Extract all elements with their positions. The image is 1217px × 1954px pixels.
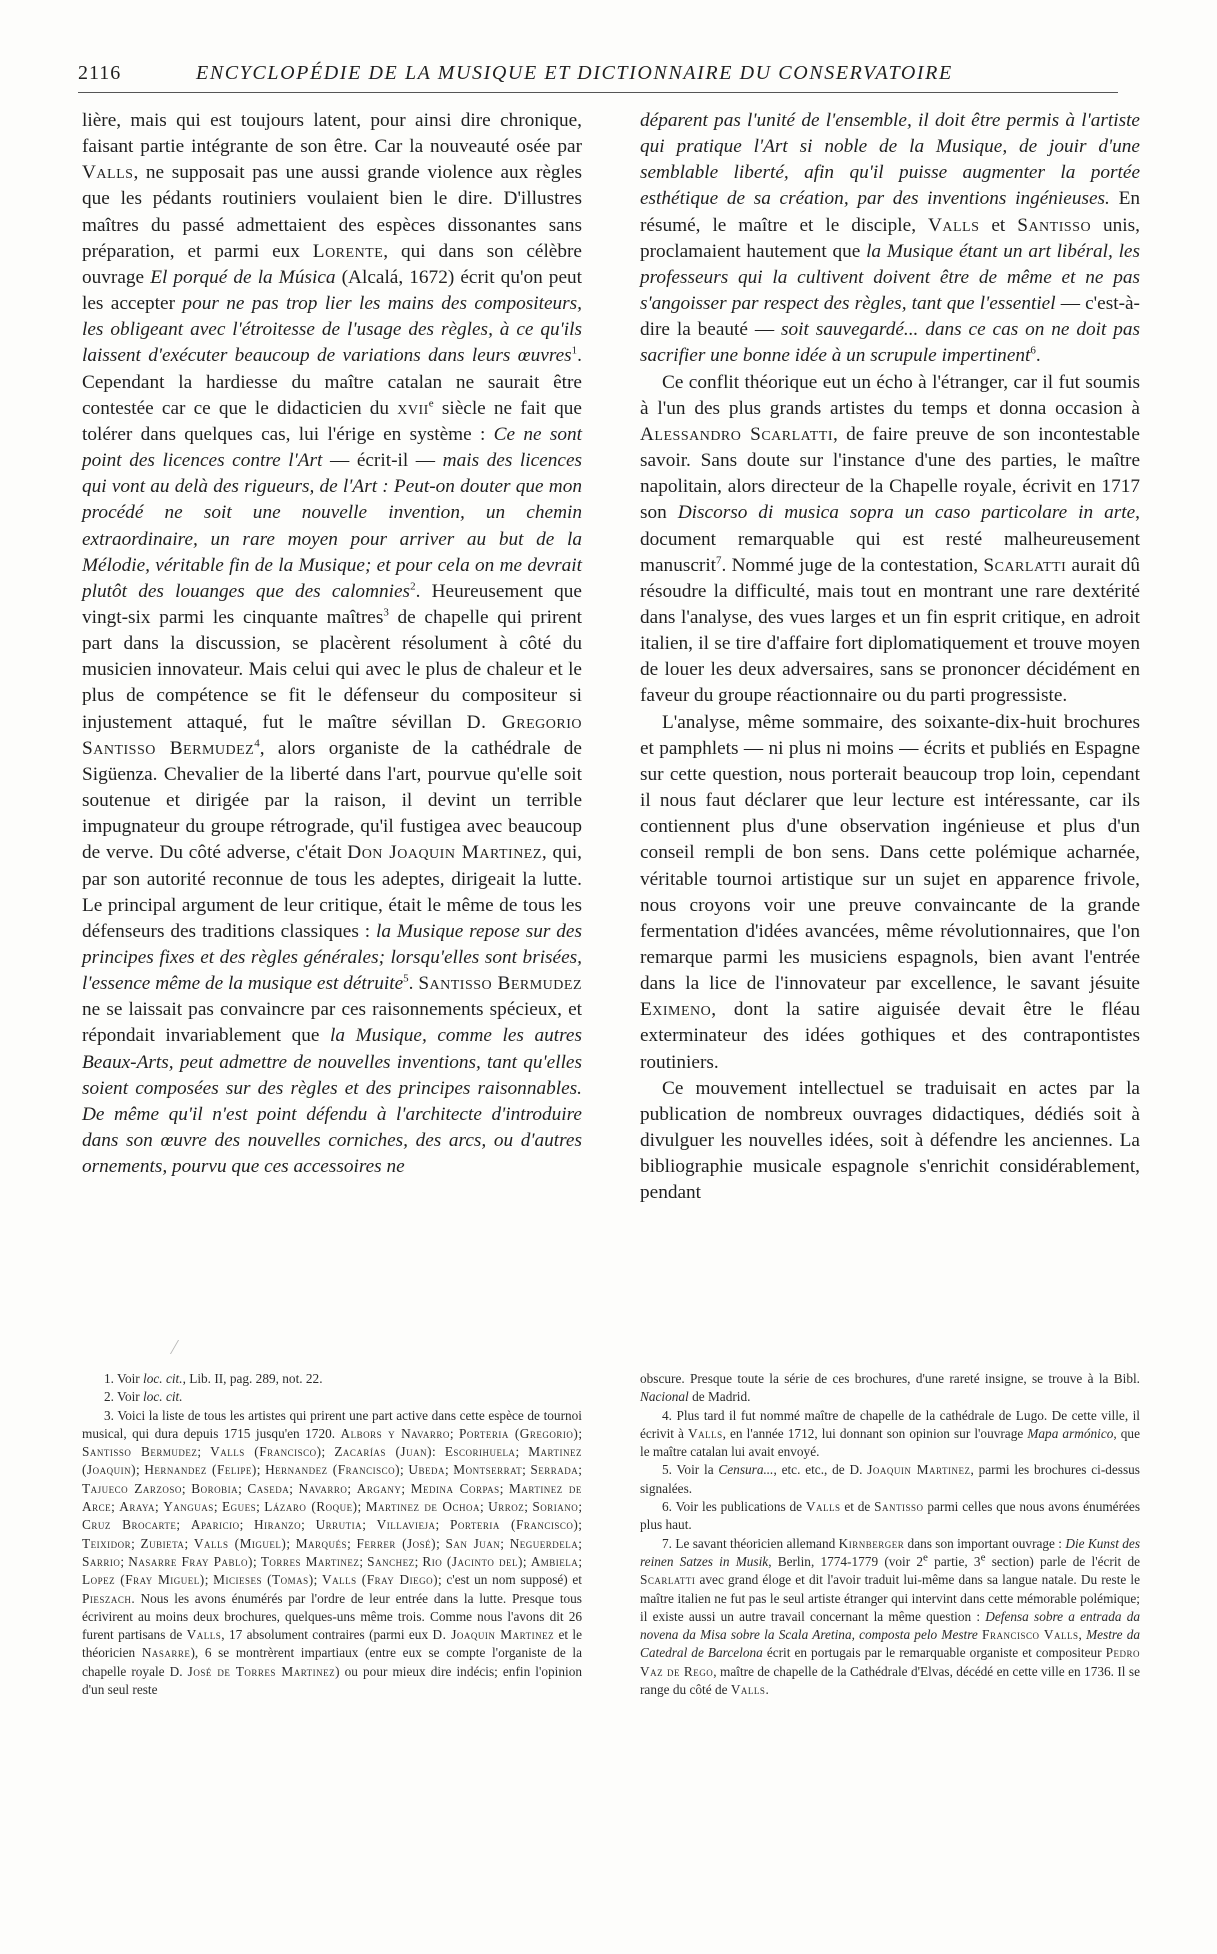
footnote-2: 2. Voir loc. cit. [104,1389,183,1405]
footnotes-left [82,1370,582,1699]
footnote-6: 6. Voir les publications de Valls et de Santisso parmi celles que nous avons énumérées plus haut. [640,1499,1140,1533]
running-header [78,62,1118,88]
footnote-3-continued: obscure. Presque toute la série de ces brochures, d'une rareté insigne, se trouve à la Bibl. Nacional de Madrid. [640,1371,1140,1405]
left-column [82,108,582,1180]
separator-mark [170,1340,187,1354]
footnote-3: 3. Voici la liste de tous les artistes qui prirent une part active dans cette espèce de tournoi musical, qui dura depuis 1715 jusqu'en 1720. Albors y Navarro; Porteria (Gregorio); Santisso Bermudez; Valls (Francisco); Zacarías (Juan): Escorihuela; Martinez (Joaquin); Hernandez (Felipe); Hernandez (Francisco); Ubeda; Montserrat; Serrada; Tajueco Zarzoso; Borobia; Caseda; Navarro; Argany; Medina Corpas; Martinez de Arce; Araya; Yanguas; Egues; Lázaro (Roque); Martinez de Ochoa; Urroz; Soriano; Cruz Brocarte; Aparicio; Hiranzo; Urrutia; Villavieja; Porteria (Francisco); Teixidor; Zubieta; Valls (Miguel); Marqués; Ferrer (José); San Juan; Neguerdela; Sarrio; Nasarre Fray Pablo); Torres Martinez; Sanchez; Rio (Jacinto del); Ambiela; Lopez (Fray Miguel); Micieses (Tomas); Valls (Fray Diego); c'est un nom supposé) et Pieszach. Nous les avons énumérés par l'ordre de leur entrée dans la lutte. Presque tous écrivirent au moins deux brochures, quelques-uns même trois. Comme nous l'avons dit 26 furent partisans de Valls, 17 absolument contraires (parmi eux D. Joaquin Martinez et le théoricien Nasarre), 6 se montrèrent impartiaux (entre eux se compte l'organiste de la chapelle royale D. José de Torres Martinez) ou pour mieux dire indécis; enfin l'opinion d'un seul reste [82,1407,583,1698]
right-column [640,108,1140,1207]
right-paragraph-4: Ce mouvement intellectuel se traduisait en actes par la publication de nombreux ouvrages didactiques, dédiés soit à divulguer les nouvelles idées, soit à défendre les anciennes. La bibliographie musicale espagnole s'enrichit considérablement, pendant [640,1077,1140,1204]
right-paragraph-3: L'analyse, même sommaire, des soixante-dix-huit brochures et pamphlets — ni plus ni moins — écrits et publiés en Espagne sur cette question, nous porterait beaucoup trop loin, cependant il nous faut déclarer que leur lecture est intéressante, car ils contiennent plus d'une observation ingénieuse et plus d'un conseil rempli de bon sens. Dans cette polémique acharnée, véritable tournoi artistique sur un sujet en apparence frivole, nous croyons voir une preuve convaincante de la grande fermentation d'idées avancées, même révolutionnaires, que l'on remarque parmi les musiciens espagnols, bien avant l'entrée dans la lice de l'innovateur par excellence, le savant jésuite Eximeno, dont la satire aiguisée devait être le fléau exterminateur des idées gothiques et des contrapontistes routiniers. [640,711,1140,1073]
footnote-5: 5. Voir la Censura..., etc. etc., de D. Joaquin Martinez, parmi les brochures ci-dessus signalées. [640,1462,1140,1496]
footnote-4: 4. Plus tard il fut nommé maître de chapelle de la cathédrale de Lugo. De cette ville, il écrivit à Valls, en l'année 1712, lui donnant son opinion sur l'ouvrage Mapa armónico, que le maître catalan lui avait envoyé. [640,1407,1140,1460]
right-paragraph-1: déparent pas l'unité de l'ensemble, il doit être permis à l'artiste qui pratique l'Art si noble de la Musique, de jouir d'une semblable liberté, afin qu'il puisse augmenter la portée esthétique de sa création, par des inventions ingénieuses. En résumé, le maître et le disciple, Valls et Santisso unis, proclamaient hautement que la Musique étant un art libéral, les professeurs qui la cultivent doivent être de même et ne pas s'angoisser par respect des règles, tant que l'essentiel — c'est-à-dire la beauté — soit sauvegardé... dans ce cas on ne doit pas sacrifier une bonne idée à un scrupule impertinent$^6$. [640,110,1140,367]
header-rule [78,92,1118,93]
footnote-7: 7. Le savant théoricien allemand Kirnberger dans son important ouvrage : Die Kunst des reinen Satzes in Musik, Berlin, 1774-1779 (voir 2e partie, 3e section) parle de l'écrit de Scarlatti avec grand éloge et dit l'avoir traduit lui-même dans sa langue natale. Du reste le maître italien ne fut pas le seul artiste étranger qui intervint dans cette mémorable polémique; il existe aussi un autre travail concernant la même question : Defensa sobre a entrada da novena da Misa sobre la Scala Aretina, composta pelo Mestre Francisco Valls, Mestre da Catedral de Barcelona écrit en portugais par le remarquable organiste et compositeur Pedro Vaz de Rego, maître de chapelle de la Cathédrale d'Elvas, décédé en cette ville en 1736. Il se range du côté de Valls. [640,1535,1141,1698]
running-title: ENCYCLOPÉDIE DE LA MUSIQUE ET DICTIONNAIRE DU CONSERVATOIRE [196,62,953,84]
footnote-1: 1. Voir loc. cit., Lib. II, pag. 289, not. 22. [104,1371,323,1386]
right-paragraph-2: Ce conflit théorique eut un écho à l'étranger, car il fut soumis à l'un des plus grands artistes du temps et donna occasion à Alessandro Scarlatti, de faire preuve de son incontestable savoir. Sans doute sur l'instance d'une des parties, le maître napolitain, alors directeur de la Chapelle royale, écrivit en 1717 son Discorso di musica sopra un caso particolare in arte, document remarquable qui est resté malheureusement manuscrit$^7$. Nommé juge de la contestation, Scarlatti aurait dû résoudre la difficulté, mais tout en montrant une rare dextérité dans l'analyse, des vues larges et un fin esprit critique, en adroit italien, il se tire d'affaire fort diplomatiquement et trouve moyen de louer les deux adversaires, sans se prononcer décidément en faveur du groupe réactionnaire ou du parti progressiste. [640,371,1140,707]
footnotes-right [640,1370,1140,1699]
left-paragraph: lière, mais qui est toujours latent, pour ainsi dire chronique, faisant partie intégrante de son être. Car la nouveauté osée par Valls, ne supposait pas une aussi grande violence aux règles que les pédants routiniers voulaient bien le dire. D'illustres maîtres du passé admettaient des espèces dissonantes sans préparation, et parmi eux Lorente, qui dans son célèbre ouvrage El porqué de la Música (Alcalá, 1672) écrit qu'on peut les accepter pour ne pas trop lier les mains des compositeurs, les obligeant avec l'étroitesse de l'usage des règles, à ce qu'ils laissent d'exécuter beaucoup de variations dans leurs œuvres$^1$. Cependant la hardiesse du maître catalan ne saurait être contestée car ce que le didacticien du xvii$^e$ siècle ne fait que tolérer dans quelques cas, lui l'érige en système : Ce ne sont point des licences contre l'Art — écrit-il — mais des licences qui vont au delà des rigueurs, de l'Art : Peut-on douter que mon procédé ne soit une nouvelle invention, un chemin extraordinaire, un rare moyen pour arriver au but de la Mélodie, véritable fin de la Musique; et pour cela on me devrait plutôt des louanges que des calomnies$^2$. Heureusement que vingt-six parmi les cinquante maîtres$^3$ de chapelle qui prirent part dans la discussion, se placèrent résolument à côté du musicien innovateur. Mais celui qui avec le plus de chaleur et le plus de compétence se fit le défenseur du compositeur si injustement attaqué, fut le maître sévillan D. Gregorio Santisso Bermudez$^4$, alors organiste de la cathédrale de Sigüenza. Chevalier de la liberté dans l'art, pourvue qu'elle soit soutenue et dirigée par la raison, il devint un terrible impugnateur du groupe rétrograde, qu'il fustigea avec beaucoup de verve. Du côté adverse, c'était Don Joaquin Martinez, qui, par son autorité reconnue de tous les adeptes, dirigeait la lutte. Le principal argument de leur critique, était le même de tous les défenseurs des traditions classiques : la Musique repose sur des principes fixes et des règles générales; lorsqu'elles sont brisées, l'essence même de la musique est détruite$^5$. Santisso Bermudez ne se laissait pas convaincre par ces raisonnements spécieux, et répondait invariablement que la Musique, comme les autres Beaux-Arts, peut admettre de nouvelles inventions, tant qu'elles soient composées sur des règles et des principes raisonnables. De même qu'il n'est point défendu à l'architecte d'introduire dans son œuvre des nouvelles corniches, des arcs, ou d'autres ornements, pourvu que ces accessoires ne [82,110,583,1178]
page-number: 2116 [78,62,122,84]
